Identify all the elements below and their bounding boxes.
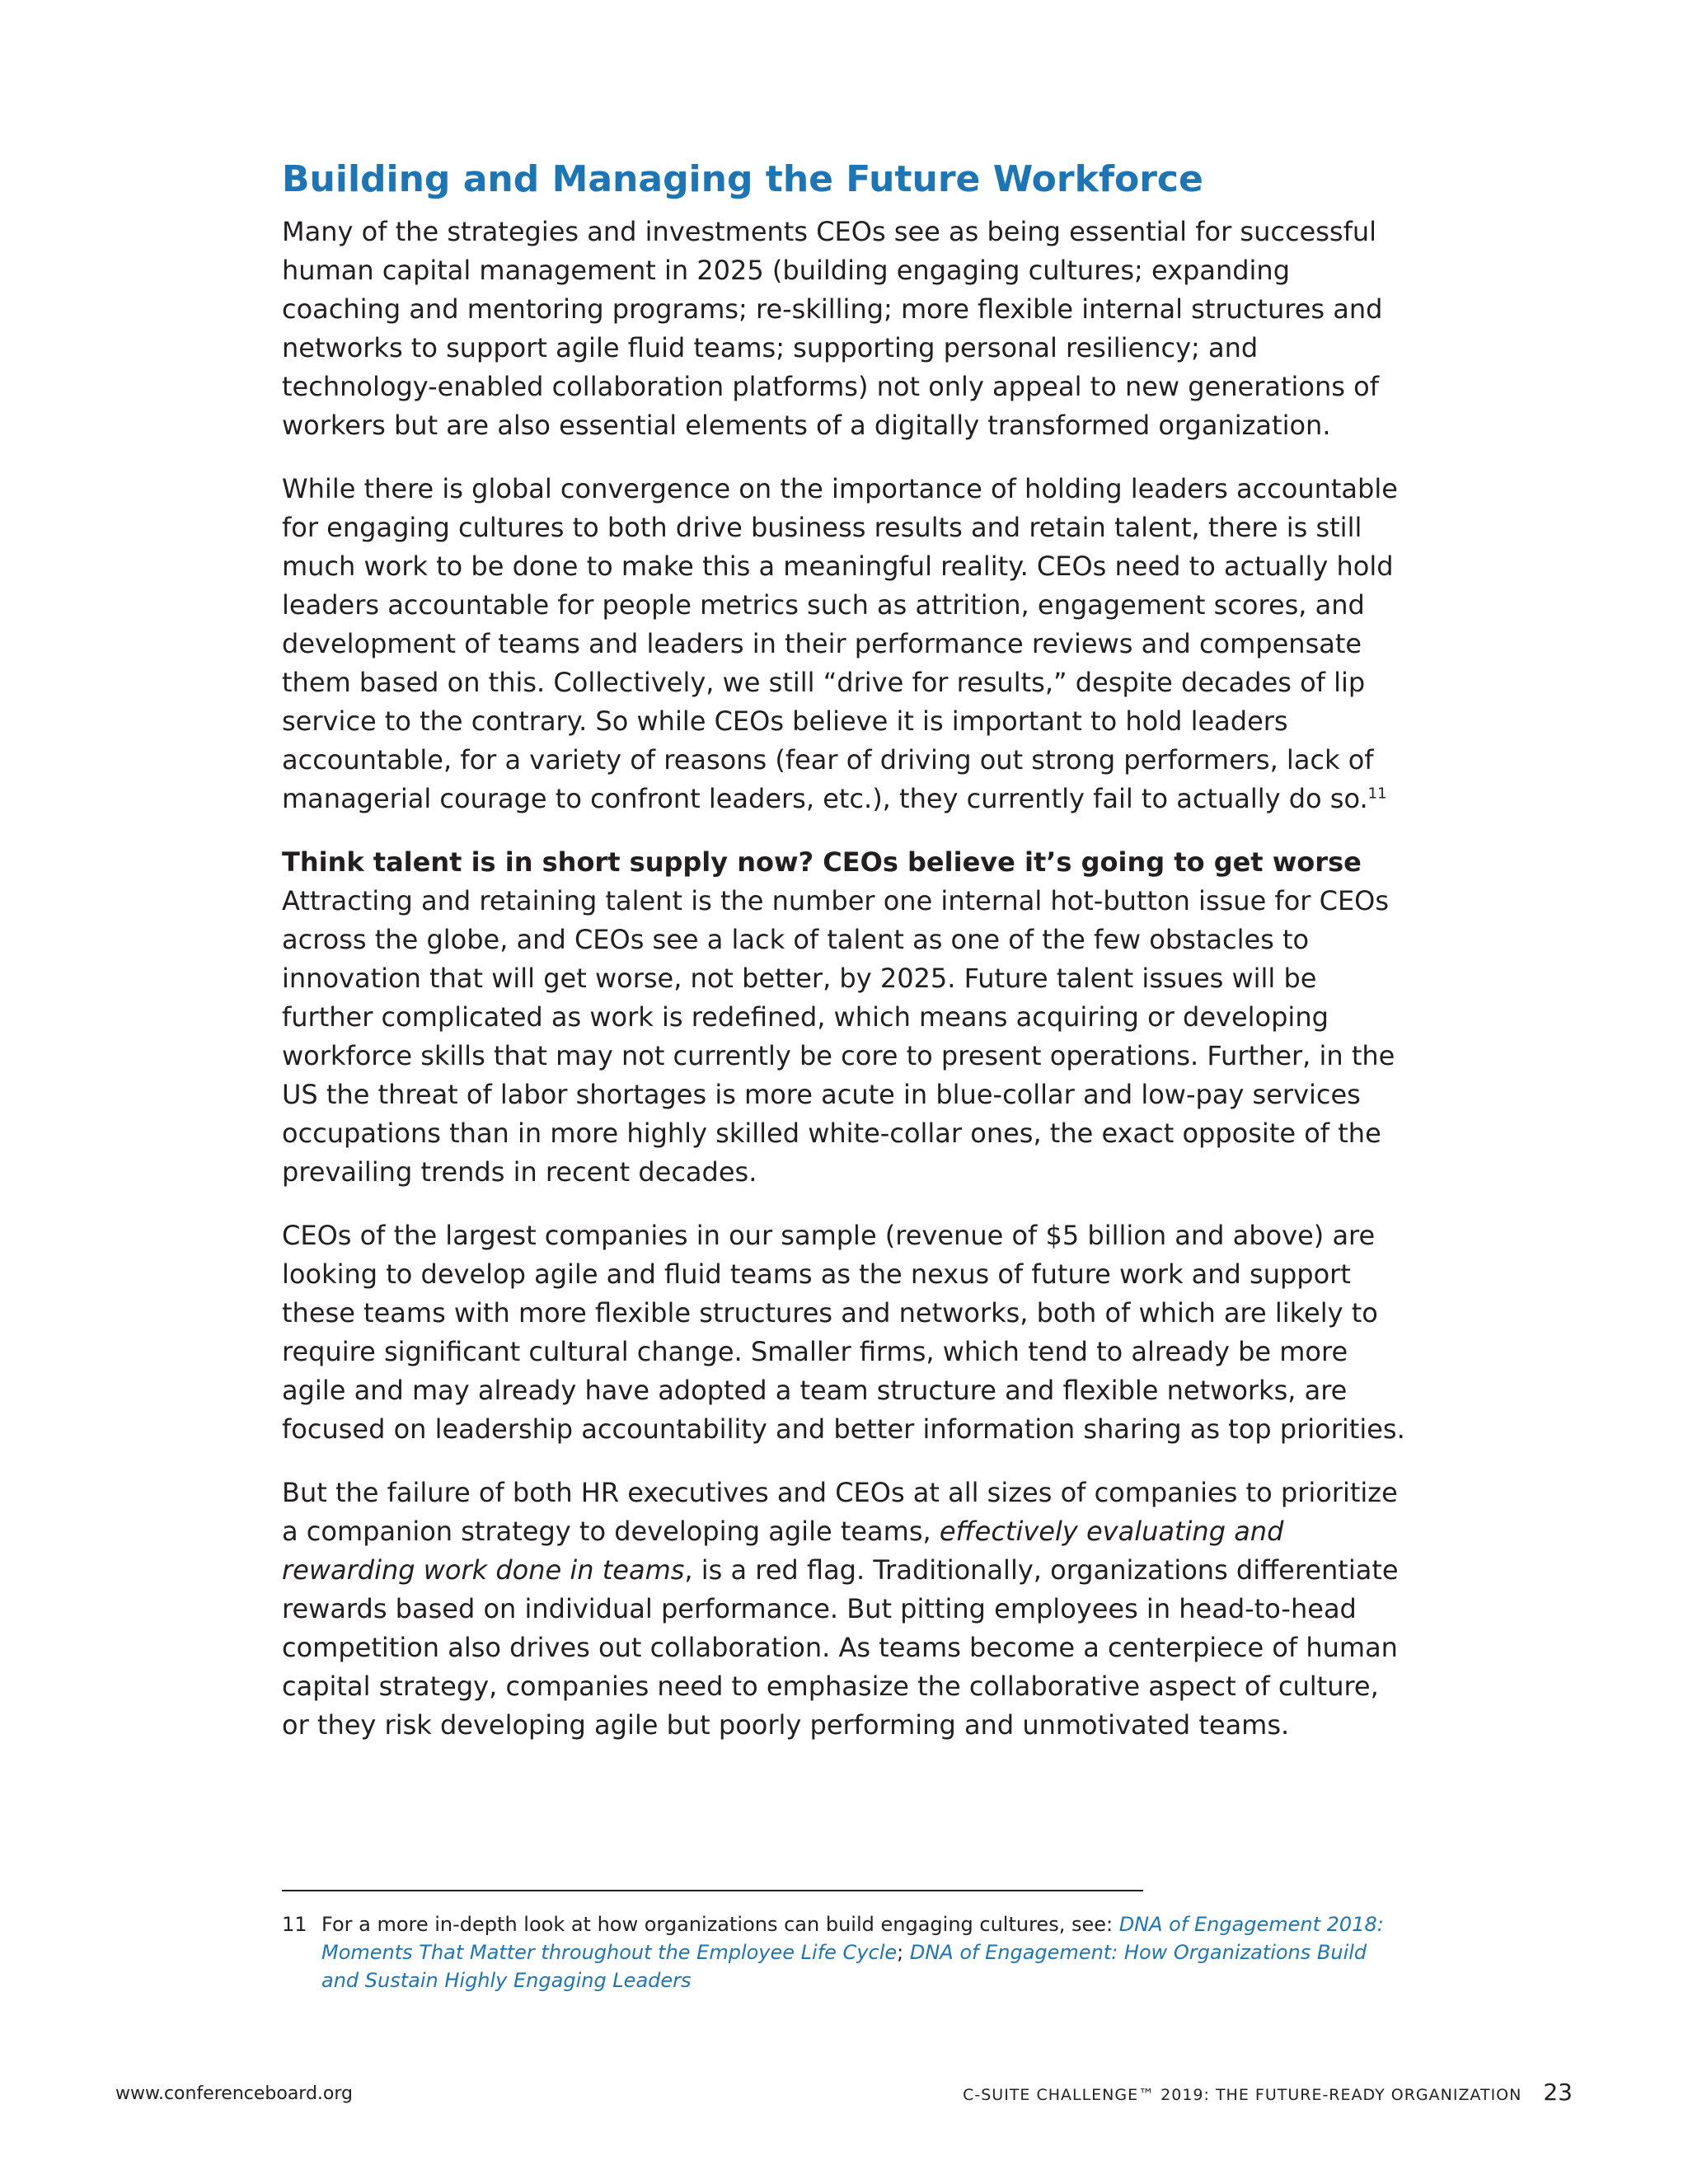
- paragraph-2-text: While there is global convergence on the importance of holding leaders accountable for engaging cultures to both drive business results and retain talent, there is still much work to be done to make this a meaningful reality. CEOs need to actually hold leaders accountable for people metrics such as attrition, engagement scores, and development of teams and leaders in their performance reviews and compensate them based on this. Collectively, we still “drive for results,” despite decades of lip service to the contrary. So while CEOs believe it is important to hold leaders accountable, for a variety of reasons (fear of driving out strong performers, lack of managerial courage to confront leaders, etc.), they currently fail to actually do so.: [282, 473, 1398, 814]
- footnote-separator: ;: [897, 1941, 910, 1964]
- footer-publication-title: C-SUITE CHALLENGE™ 2019: THE FUTURE-READY ORGANIZATION: [963, 2086, 1522, 2104]
- paragraph-2: [282, 470, 1411, 818]
- footnote-number: 11: [282, 1913, 307, 1936]
- section-title: Building and Managing the Future Workforce: [282, 158, 1203, 200]
- footnote-reference[interactable]: 11: [1367, 785, 1387, 803]
- paragraph-3-lead: Think talent is in short supply now? CEOs believe it’s going to get worse: [282, 846, 1362, 878]
- footer-right: [963, 2079, 1573, 2107]
- paragraph-1: Many of the strategies and investments CEOs see as being essential for successful human capital management in 2025 (building engaging cultures; expanding coaching and mentoring programs; re-skilling; more flexible internal structures and networks to support agile fluid teams; supporting personal resiliency; and technology-enabled collaboration platforms) not only appeal to new generations of workers but are also essential elements of a digitally transformed organization.: [282, 216, 1383, 441]
- paragraph-5-italic: effectively evaluating and rewarding work done in teams: [282, 1516, 1284, 1586]
- footnote-intro: For a more in-depth look at how organizations can build engaging cultures, see:: [321, 1913, 1119, 1936]
- footer-url[interactable]: www.conferenceboard.org: [115, 2083, 354, 2104]
- page-number: 23: [1543, 2079, 1573, 2106]
- footnote-link-2[interactable]: DNA of Engagement: How Organizations Build and Sustain Highly Engaging Leaders: [321, 1941, 1367, 1992]
- footnote-link-1[interactable]: DNA of Engagement 2018: Moments That Matter throughout the Employee Life Cycle: [321, 1913, 1384, 1964]
- footnote-divider: [282, 1890, 1143, 1891]
- main-content: [282, 157, 1411, 1769]
- paragraph-5-text-before: But the failure of both HR executives and CEOs at all sizes of companies to prioritize a companion strategy to developing agile teams,: [282, 1477, 1398, 1547]
- paragraph-5-text-after: , is a red flag. Traditionally, organizations differentiate rewards based on individual performance. But pitting employees in head-to-head competition also drives out collaboration. As teams become a centerpiece of human capital strategy, companies need to emphasize the collaborative aspect of culture, or they risk developing agile but poorly performing and unmotivated teams.: [282, 1554, 1399, 1741]
- paragraph-5: [282, 1474, 1411, 1745]
- paragraph-4: CEOs of the largest companies in our sample (revenue of $5 billion and above) are looking to develop agile and fluid teams as the nexus of future work and support these teams with more flexible structures and networks, both of which are likely to require significant cultural change. Smaller firms, which tend to already be more agile and may already have adopted a team structure and flexible networks, are focused on leadership accountability and better information sharing as top priorities.: [282, 1220, 1405, 1445]
- footnote: [282, 1910, 1403, 1994]
- paragraph-3-text: Attracting and retaining talent is the number one internal hot-button issue for CEOs across the globe, and CEOs see a lack of talent as one of the few obstacles to innovation that will get worse, not better, by 2025. Future talent issues will be further complicated as work is redefined, which means acquiring or developing workforce skills that may not currently be core to present operations. Further, in the US the threat of labor shortages is more acute in blue-collar and low-pay services occupations than in more highly skilled white-collar ones, the exact opposite of the prevailing trends in recent decades.: [282, 885, 1395, 1188]
- paragraph-3: [282, 843, 1411, 1192]
- footnote-text: [321, 1910, 1403, 1994]
